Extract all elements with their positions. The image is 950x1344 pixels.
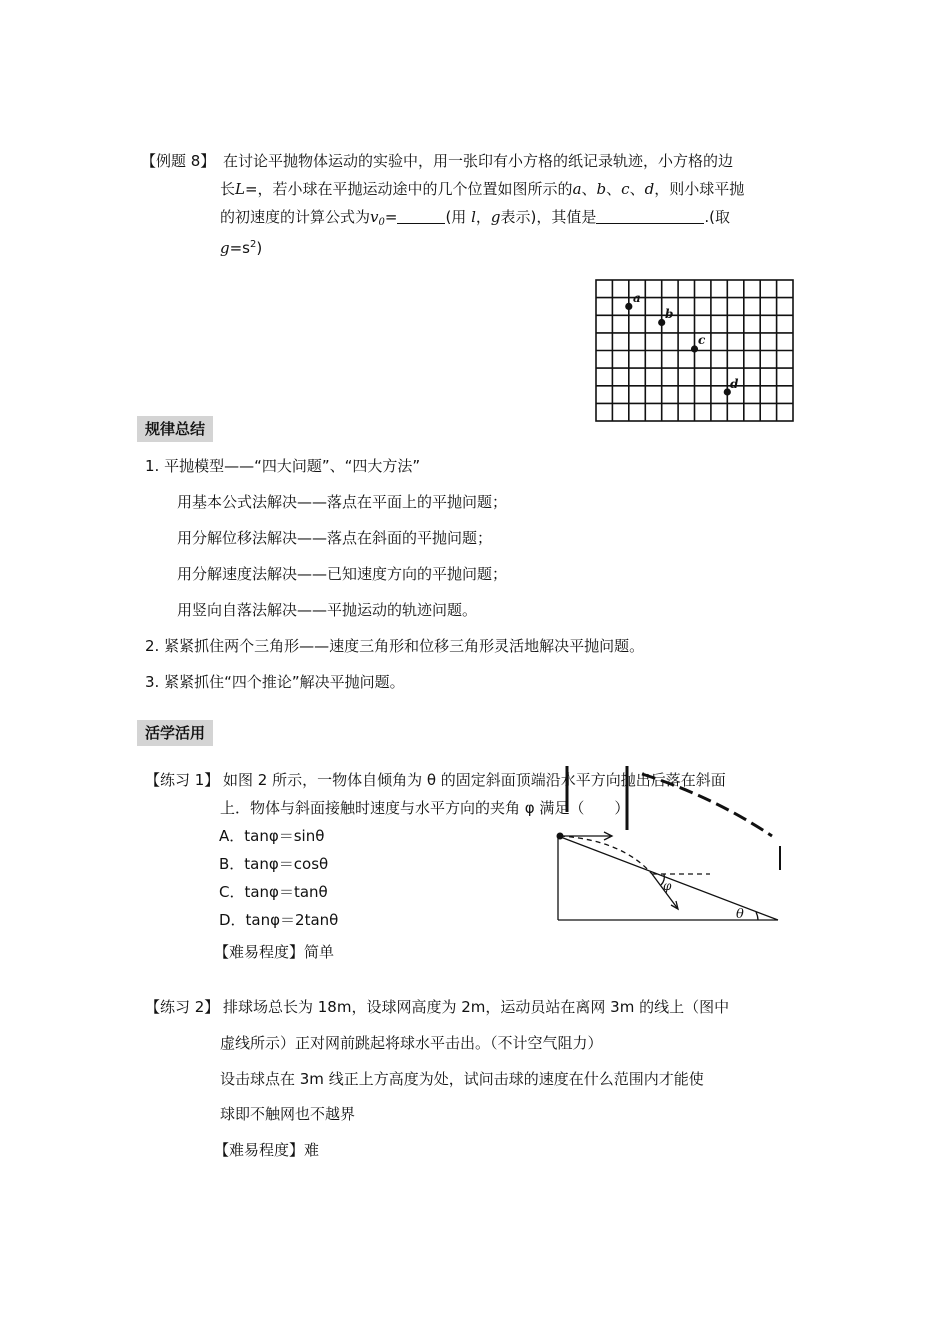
exercise2-line4: 球即不触网也不越界 (220, 1105, 356, 1123)
exercise1-tag: 【练习 1】 (145, 771, 220, 789)
example8-tag: 【例题 8】 (141, 152, 216, 170)
summary-item-2: 2. 紧紧抓住两个三角形——速度三角形和位移三角形灵活地解决平抛问题。 (145, 637, 645, 655)
example8-line1: 在讨论平抛物体运动的实验中，用一张印有小方格的纸记录轨迹，小方格的边 (223, 152, 734, 170)
exercise1-option-b: B．tanφ＝cosθ (219, 855, 329, 873)
point-a-label: a (633, 291, 641, 305)
exercise2-line2: 虚线所示）正对网前跳起将球水平击出。（不计空气阻力） (220, 1034, 603, 1052)
practice-section-tag: 活学活用 (137, 720, 213, 746)
example8-line3: 的初速度的计算公式为$v_0=$ (用 l，g表示)，其值是 .(取 (220, 208, 731, 228)
exercise1-option-c: C．tanφ＝tanθ (219, 883, 328, 901)
theta-label: θ (736, 907, 744, 922)
exercise1-option-d: D．tanφ＝2tanθ (219, 911, 339, 929)
exercise1-line1: 如图 2 所示，一物体自倾角为 θ 的固定斜面顶端沿水平方向抛出后落在斜面 (223, 771, 726, 789)
point-b-label: b (665, 307, 674, 321)
point-d-label: d (730, 377, 739, 391)
summary-section-tag: 规律总结 (137, 416, 213, 442)
trajectory-grid-figure (593, 278, 796, 424)
example8-line2: 长L=，若小球在平抛运动途中的几个位置如图所示的a、b、c、d，则小球平抛 (220, 180, 745, 198)
exercise1-option-a: A．tanφ＝sinθ (219, 827, 325, 845)
phi-label: φ (663, 879, 672, 893)
exercise1-difficulty: 【难易程度】简单 (214, 943, 335, 961)
answer-blank-formula (397, 207, 445, 224)
exercise2-line3: 设击球点在 3m 线正上方高度为处，试问击球的速度在什么范围内才能使 (220, 1070, 704, 1088)
incline-projectile-figure (552, 766, 797, 926)
exercise1-line2: 上．物体与斜面接触时速度与水平方向的夹角 φ 满足（ ） (220, 799, 630, 817)
example8-line4: $g=s^2$) (220, 239, 263, 257)
summary-item-1d: 用竖向自落法解决——平抛运动的轨迹问题。 (177, 601, 478, 619)
exercise2-line1: 排球场总长为 18m，设球网高度为 2m，运动员站在离网 3m 的线上（图中 (223, 998, 730, 1016)
exercise2-difficulty: 【难易程度】难 (214, 1141, 320, 1159)
summary-item-1a: 用基本公式法解决——落点在平面上的平抛问题； (177, 493, 508, 511)
summary-item-1: 1. 平抛模型——“四大问题”、“四大方法” (145, 457, 421, 475)
summary-item-1b: 用分解位移法解决——落点在斜面的平抛问题； (177, 529, 493, 547)
point-a-dot (625, 303, 632, 310)
summary-item-1c: 用分解速度法解决——已知速度方向的平抛问题； (177, 565, 508, 583)
exercise2-tag: 【练习 2】 (145, 998, 220, 1016)
answer-blank-value (596, 207, 704, 224)
point-c-label: c (698, 333, 706, 347)
summary-item-3: 3. 紧紧抓住“四个推论”解决平抛问题。 (145, 673, 405, 691)
